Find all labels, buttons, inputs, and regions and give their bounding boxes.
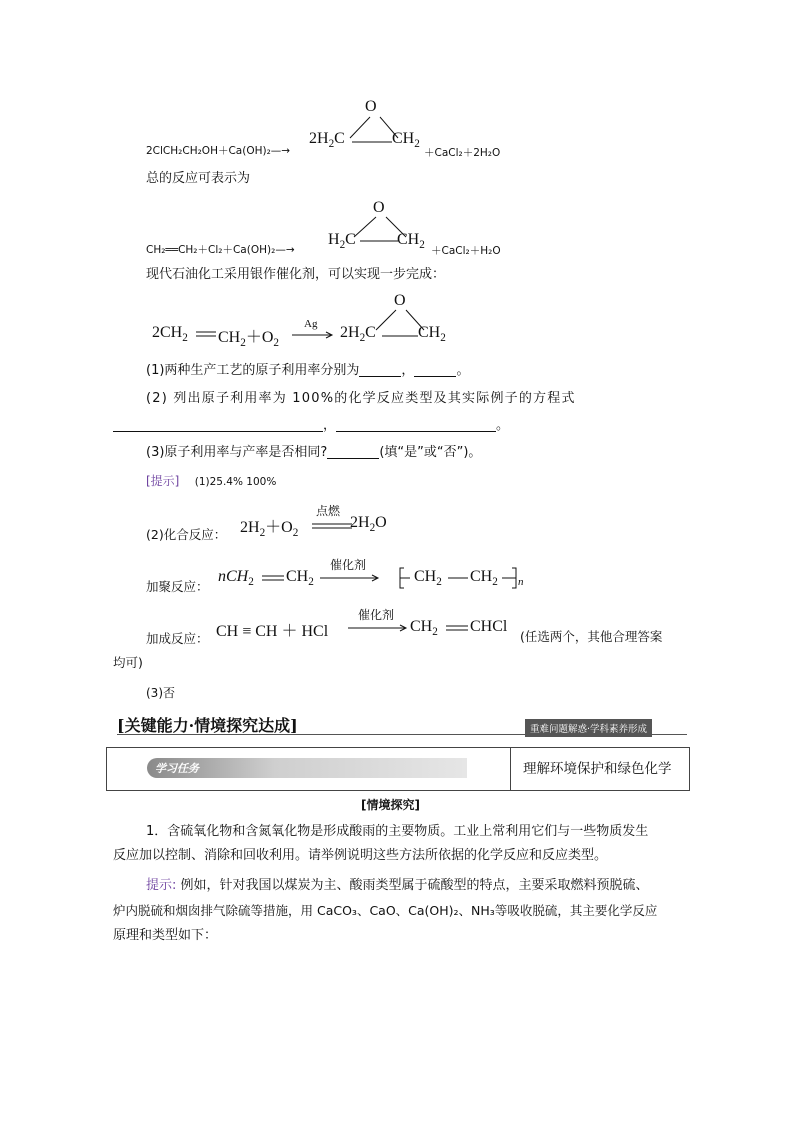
task-divider [510, 748, 511, 790]
answer-1: [提示] (1)25.4% 100% [146, 474, 277, 488]
reaction-3-product: $2H_2C$ [340, 324, 376, 344]
answer-3: (3)否 [146, 686, 175, 700]
epoxide-oxygen-3: O [394, 292, 406, 309]
double-bond-add [446, 624, 470, 632]
learning-task-label: 学习任务 [155, 762, 199, 775]
intro-silver: 现代石油化工采用银作催化剂，可以实现一步完成： [146, 267, 446, 282]
epoxide-bond [352, 140, 396, 144]
reaction-3-left: $2CH_2$ [152, 324, 188, 344]
reaction-1-ch2: $CH_2$ [392, 130, 420, 150]
reaction-2-ch2: $CH_2$ [397, 231, 425, 251]
addition-left: CH ≡ CH ＋ HCl [216, 623, 329, 640]
addition-arrow [348, 624, 410, 632]
reaction-1 [0, 0, 794, 170]
question-2-blanks: ， 。 [113, 417, 509, 435]
question-3: (3)原子利用率与产率是否相同? (填“是”或“否”)。 [146, 445, 482, 460]
polymerization-label: 加聚反应： [146, 579, 209, 594]
catalyst-ag: Ag [304, 318, 318, 330]
question-1: (1)两种生产工艺的原子利用率分别为 ， 。 [146, 363, 470, 378]
epoxide-oxygen-2: O [373, 199, 385, 216]
paragraph-1-line-2: 反应加以控制、消除和回收利用。请举例说明这些方法所依据的化学反应和反应类型。 [113, 848, 608, 863]
reaction-3-arrow [292, 331, 336, 339]
reaction-1-left: 2ClCH₂CH₂OH＋Ca(OH)₂—→ [146, 145, 291, 157]
addition-note-2: 均可) [113, 655, 143, 670]
reaction-3-ch2: $CH_2$ [418, 324, 446, 344]
question-2: (2) 列出原子利用率为 100%的化学反应类型及其实际例子的方程式 [146, 391, 576, 406]
section-rule [117, 734, 687, 735]
poly-mid: $CH_2$ [286, 568, 314, 588]
answer-blank[interactable] [327, 444, 379, 459]
combination-equation-right: $2H_2O$ [350, 514, 387, 534]
equal-sign [312, 522, 354, 530]
answer-polymerization [0, 552, 794, 596]
learning-task-box [106, 747, 690, 791]
addition-note: (任选两个，其他合理答案 [520, 629, 663, 644]
answer-blank[interactable] [336, 417, 496, 432]
reaction-2 [0, 195, 794, 265]
epoxide-bond-3 [382, 334, 422, 338]
condition-ignite: 点燃 [316, 504, 341, 518]
paragraph-1-line-1: 1．含硫氧化物和含氮氧化物是形成酸雨的主要物质。工业上常利用它们与一些物质发生 [146, 824, 649, 839]
combination-equation-left: $2H_2+O_2$ [240, 519, 299, 539]
poly-left: nCH$_2$ [218, 568, 254, 588]
answer-2 [0, 500, 794, 550]
answer-blank[interactable] [359, 362, 401, 377]
hint-label: [提示] [146, 474, 180, 488]
double-bond-poly [262, 574, 286, 582]
intro-total: 总的反应可表示为 [146, 171, 251, 186]
reaction-2-left: CH₂══CH₂＋Cl₂＋Ca(OH)₂—→ [146, 244, 295, 256]
reaction-2-product: $H_2C$ [328, 231, 356, 251]
poly-unit-a: $CH_2$ [414, 568, 442, 588]
reaction-1-product: $2H_2C$ [309, 130, 345, 150]
poly-unit-b: $CH_2$ [470, 568, 498, 588]
combination-label: (2)化合反应： [146, 527, 227, 542]
reaction-3-left-b: $CH_2+O_2$ [218, 329, 279, 349]
catalyst-poly: 催化剂 [330, 558, 367, 572]
reaction-2-right: ＋CaCl₂＋H₂O [431, 245, 501, 257]
double-bond-3 [196, 330, 218, 338]
answer-addition [0, 602, 794, 672]
answer-blank[interactable] [113, 417, 323, 432]
epoxide-oxygen: O [365, 98, 377, 115]
reaction-1-right: ＋CaCl₂＋2H₂O [424, 147, 501, 159]
addition-right-a: $CH_2$ [410, 618, 438, 638]
paragraph-2-line-1: 提示: 例如，针对我国以煤炭为主、酸雨类型属于硫酸型的特点，主要采取燃料预脱硫、 [146, 878, 649, 893]
catalyst-add: 催化剂 [358, 608, 395, 622]
poly-n: n [518, 576, 524, 588]
paragraph-2-line-2: 炉内脱硫和烟囱排气除硫等措施，用 CaCO₃、CaO、Ca(OH)₂、NH₃等吸收脱硫，其主要化学反应 [113, 903, 658, 918]
learning-task-pill [147, 758, 467, 778]
hint-label-2: 提示: [146, 878, 177, 893]
section-title: [关键能力·情境探究达成] [117, 716, 298, 735]
subsection-title: [情境探究] [361, 798, 420, 812]
reaction-3 [0, 290, 794, 352]
addition-right-b: CHCl [470, 618, 508, 635]
addition-label: 加成反应： [146, 631, 209, 646]
paragraph-2-line-3: 原理和类型如下： [113, 928, 218, 943]
poly-arrow [320, 574, 382, 582]
section-tag: 重难问题解惑·学科素养形成 [525, 719, 652, 737]
answer-blank[interactable] [414, 362, 456, 377]
learning-task-text: 理解环境保护和绿色化学 [523, 761, 672, 777]
